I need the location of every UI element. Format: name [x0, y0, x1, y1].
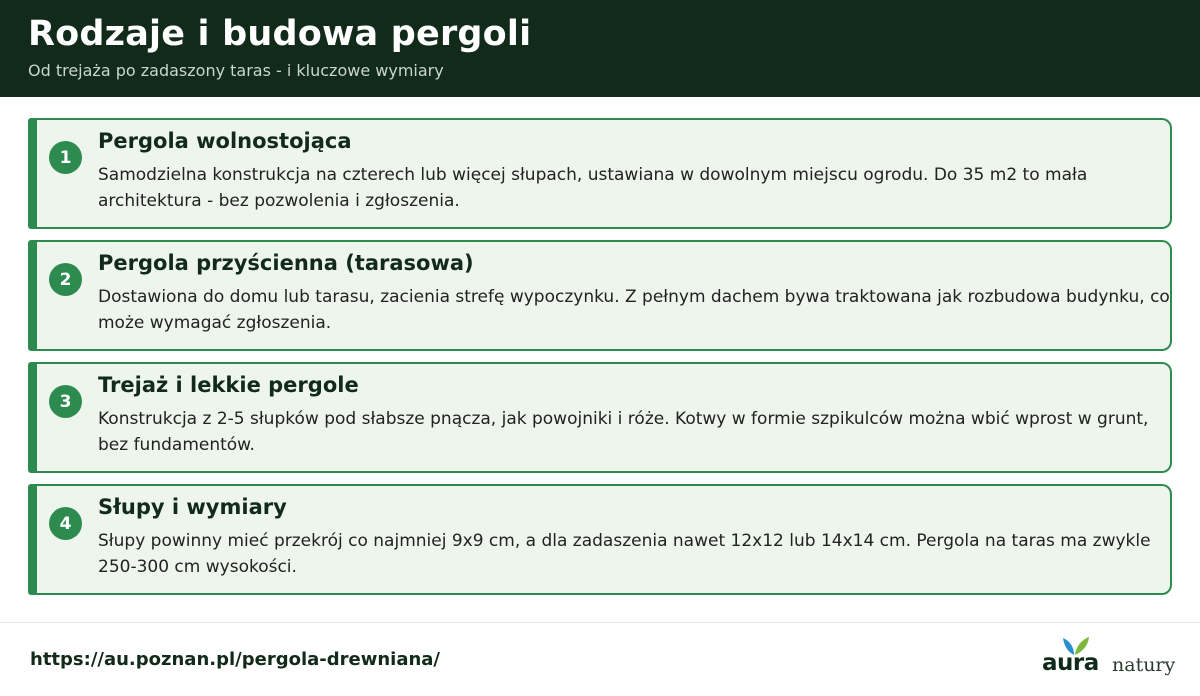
page-title: Rodzaje i budowa pergoli [28, 14, 532, 54]
card-description: Słupy powinny mieć przekrój co najmniej 9x9 cm, a dla zadaszenia nawet 12x12 lub 14x14 cm. Pergola na taras ma zwykle 250-300 cm wysokości. [98, 531, 1151, 577]
card-title: Pergola wolnostojąca [98, 129, 352, 153]
card-list [28, 118, 1172, 606]
brand-logo [1040, 636, 1176, 680]
card-number-badge: 4 [49, 507, 82, 540]
logo-word: aura [1042, 650, 1099, 676]
card-description: Samodzielna konstrukcja na czterech lub więcej słupach, ustawiana w dowolnym miejscu ogrodu. Do 35 m2 to mała architektura - bez pozwolenia i zgłoszenia. [98, 165, 1088, 211]
card-title: Trejaż i lekkie pergole [98, 373, 359, 397]
card-title: Pergola przyścienna (tarasowa) [98, 251, 474, 275]
card-description: Konstrukcja z 2-5 słupków pod słabsze pnącza, jak powojniki i róże. Kotwy w formie szpikulców można wbić wprost w grunt, bez fundamentów. [98, 409, 1149, 455]
card-number-badge: 2 [49, 263, 82, 296]
card-pergola-wolnostojaca [28, 118, 1172, 229]
card-number-badge: 1 [49, 141, 82, 174]
logo-suffix: natury [1112, 654, 1176, 676]
source-link[interactable]: https://au.poznan.pl/pergola-drewniana/ [30, 649, 441, 670]
header [0, 0, 1200, 97]
card-title: Słupy i wymiary [98, 495, 287, 519]
card-description: Dostawiona do domu lub tarasu, zacienia strefę wypoczynku. Z pełnym dachem bywa traktowana jak rozbudowa budynku, co może wymagać zgłoszenia. [98, 287, 1170, 333]
page-subtitle: Od trejaża po zadaszony taras - i kluczowe wymiary [28, 61, 444, 80]
card-slupy-wymiary [28, 484, 1172, 595]
card-pergola-przyscienna [28, 240, 1172, 351]
card-number-badge: 3 [49, 385, 82, 418]
card-trejaz [28, 362, 1172, 473]
footer-divider [0, 622, 1200, 623]
